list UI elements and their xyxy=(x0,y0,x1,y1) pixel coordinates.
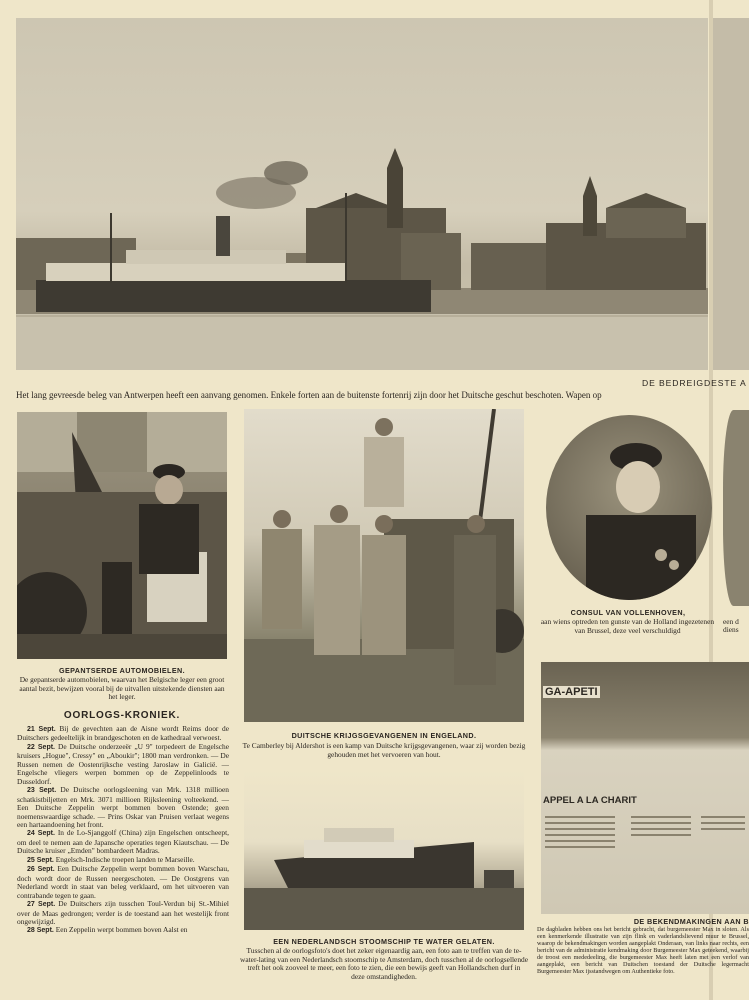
steamship-illustration xyxy=(244,770,524,930)
next-page-strip xyxy=(713,18,749,370)
chronicle-entry: 23 Sept. De Duitsche oorlogsleening van Mrk. 1318 millioen schatkistbiljetten en Mrk. 3071 millioen Rijksleening volteekend. — Een Duitsche Zeppelin werpt bommen boven Ostende; geen noemenswaardige schade. — Prins Oskar van Pruisen verlaat wegens een hartaandoening het front. xyxy=(17,785,229,829)
chronicle-entry: 22 Sept. De Duitsche onderzeeër „U 9" torpedeert de Engelsche kruisers „Hogue", Cressy" en „Aboukir"; 1800 man verdronken. — De Russen nemen de Oostenrijksche vesting Jaroslaw in Galicië. — Engelsche vliegers werpen bommen op de Zeppelinloods te Dusseldorf. xyxy=(17,741,229,786)
chronicle-entry: 24 Sept. In de Lo-Sjanggolf (China) zijn Engelschen ontscheept, om deel te nemen aan de Japansche operaties tegen Kiautschau. — De Duitsche kruiser „Emden" bombardeert Madras. xyxy=(17,828,229,856)
shop-sign: GA-APETI xyxy=(545,686,598,698)
armored-car-illustration xyxy=(17,412,227,659)
consul-illustration xyxy=(546,415,712,600)
prisoners-title: DUITSCHE KRIJGSGEVANGENEN IN ENGELAND. xyxy=(291,731,477,740)
poster-text-lines xyxy=(541,812,749,907)
antwerp-harbor-photo xyxy=(16,18,708,370)
poster-headline: APPEL A LA CHARIT xyxy=(543,795,637,806)
proclamations-caption: De dagbladen hebben ons het bericht gebracht, dat burgemeester Max in sloten. Als een kenmerkende illustratie van zijn flink en vaderlandslievend muur te Brussel, waarop de bekendmakingen worden aangeplakt Onderaan, van links naar rechts, een bericht van de administratie kendmaking door Burgemeester Max geteekend, waarbij de troost een mededeeling, die burgemeester Max heeft laten met een verlof van aangeplakt, een bericht van Duitschen toestand der Duitsche legermacht Burgemeester Max ijsstandwegen om Authentieke foto. xyxy=(537,926,749,975)
prisoners-illustration xyxy=(244,409,524,722)
section-headline-right: DE BEDREIGDESTE A xyxy=(642,378,747,388)
steamship-photo xyxy=(244,770,524,930)
chronicle-entry: 21 Sept. Bij de gevechten aan de Aisne wordt Reims door de Duitschers gedeeltelijk in brandgeschoten en de kathedraal verwoest. xyxy=(17,725,229,743)
proclamations-title: DE BEKENDMAKINGEN AAN B xyxy=(633,917,749,926)
top-banner-caption: Het lang gevreesde beleg van Antwerpen heeft een aanvang genomen. Enkele forten aan de buitenste fortenrij zijn door het Duitsche geschut beschoten. Wapen op xyxy=(16,390,602,400)
next-page-fragment-b: diens xyxy=(723,625,739,634)
next-page-fragment-a: een d xyxy=(723,617,739,626)
prisoners-photo xyxy=(244,409,524,722)
armored-cars-title: GEPANTSERDE AUTOMOBIELEN. xyxy=(58,666,186,675)
prisoners-caption: Te Camberley bij Aldershot is een kamp van Duitsche krijgsgevangenen, waar zij worden bezig gehouden met het vervoeren van hout. xyxy=(242,741,526,759)
chronicle-entry: 25 Sept. Engelsch-Indische troepen landen te Marseille. xyxy=(27,854,195,864)
skyline-illustration xyxy=(16,18,708,370)
armored-car-photo xyxy=(17,412,227,659)
chronicle-entry: 26 Sept. Een Duitsche Zeppelin werpt bommen boven Warschau, doch wordt door de Russen neergeschoten. — De Oostgrens van Nederland wordt in staat van beleg verklaard, om het uitvoeren van contrabande tegen te gaan. xyxy=(17,864,229,900)
chronicle-heading: OORLOGS-KRONIEK. xyxy=(63,710,181,721)
chronicle-entry: 27 Sept. De Duitschers zijn tusschen Toul-Verdun bij St.-Mihiel over de Maas gedrongen; verder is de toestand aan het westelijk front ongewijzigd. xyxy=(17,899,229,926)
chronicle-entry: 28 Sept. Een Zeppelin werpt bommen boven Aalst en xyxy=(27,925,188,935)
chronicle-column xyxy=(17,725,229,997)
proclamations-photo xyxy=(541,662,749,914)
consul-title: CONSUL VAN VOLLENHOVEN, xyxy=(570,608,686,617)
next-page-photo xyxy=(723,410,749,606)
steamship-title: EEN NEDERLANDSCH STOOMSCHIP TE WATER GELATEN. xyxy=(273,937,495,946)
consul-caption: aan wiens optreden ten gunste van de Holland ingezetenen van Brussel, deze veel verschuldigd xyxy=(540,617,715,635)
consul-portrait xyxy=(546,415,712,600)
armored-cars-caption: De gepantserde automobielen, waarvan het Belgische leger een groot aantal bezit, bewijzen vooral bij de uitvallen uitstekende diensten aan het leger. xyxy=(19,675,225,702)
steamship-caption: Tusschen al de oorlogsfoto's doet het zeker eigenaardig aan, een foto aan te treffen van de te-water-lating van een Nederlandsch stoomschip te Amsterdam, doch tusschen al de oorlogsellende treft het ook zooveel te meer, een foto te zien, die een bewijs geeft van Hollandschen durf in deze omstandigheden. xyxy=(240,946,528,981)
